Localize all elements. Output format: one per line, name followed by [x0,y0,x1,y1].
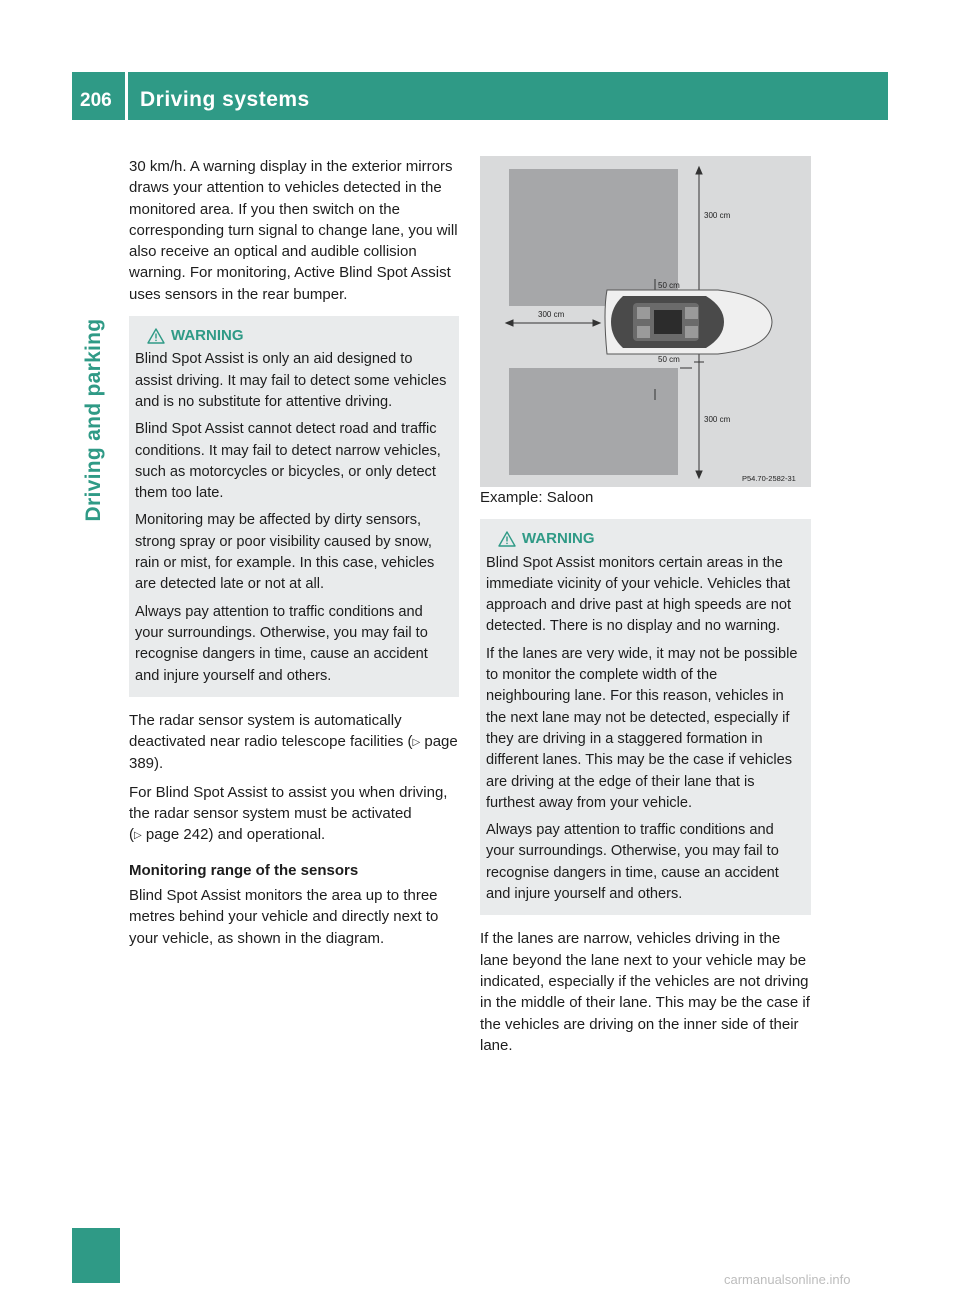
page-reference-arrow-icon: ▷ [134,830,142,842]
warning-triangle-icon [498,531,516,547]
warning-paragraph: Monitoring may be affected by dirty sensors, strong spray or poor visibility caused by snow, rain or mist, for example. In this case, vehicles are detected late or not at all. [135,512,435,593]
distance-label: 50 cm [658,355,680,364]
left-column [129,156,459,949]
closing-paragraph: If the lanes are narrow, vehicles driving in the lane beyond the lane next to your vehicle may be indicated, especially if the vehicles are not driving in the middle of their lane. This may be the case if the vehicles are driving on the inner side of their lane. [480,930,810,1054]
warning-heading [498,528,805,549]
watermark: carmanualsonline.info [724,1272,851,1287]
page-reference-link[interactable]: page 242 [145,826,209,844]
page-reference-arrow-icon: ▷ [412,737,421,749]
warning-paragraph: Always pay attention to traffic conditions and your surroundings. Otherwise, you may fail to recognise dangers in time, cause an accident and injure yourself and others. [486,822,779,903]
header-separator [125,72,128,120]
page-reference-link[interactable]: page 389 [129,733,458,773]
intro-paragraph: 30 km/h. A warning display in the exterior mirrors draws your attention to vehicles detected in the monitored area. If you then switch on the corresponding turn signal to change lane, you will also receive an optical and audible collision warning. For monitoring, Active Blind Spot Assist uses sensors in the rear bumper. [129,158,458,303]
distance-label: 300 cm [538,310,565,319]
monitoring-range-diagram [480,156,811,487]
warning-box [129,316,459,697]
subheading: Monitoring range of the sensors [129,861,359,879]
warning-paragraph: Always pay attention to traffic conditions and your surroundings. Otherwise, you may fail to recognise dangers in time, cause an accident and injure yourself and others. [135,603,428,684]
activation-paragraph: For Blind Spot Assist to assist you when driving, the radar sensor system must be activated (▷ page 242) and operational. [129,783,448,844]
figure-caption: Example: Saloon [480,489,594,506]
bottom-zone [509,368,678,475]
warning-box [480,519,811,915]
warning-paragraph: Blind Spot Assist monitors certain areas in the immediate vicinity of your vehicle. Vehicles that approach and drive past at high speeds are not detected. There is no display and no warning. [486,554,792,635]
warning-title: WARNING [171,327,244,345]
warning-paragraph: If the lanes are very wide, it may not be possible to monitor the complete width of the neighbouring lane. For this reason, vehicles in the next lane may not be detected, especially if they are driving in a staggered formation in different lanes. This may be the case if vehicles are driving at the edge of their lane that is furthest away from your vehicle. [486,645,798,811]
vehicle-top-view [605,290,772,354]
warning-heading [147,325,453,346]
side-tab-title: Driving and parking [82,318,105,522]
radar-paragraph: The radar sensor system is automatically deactivated near radio telescope facilities (▷ page 389). [129,711,458,773]
distance-label: 300 cm [704,211,731,220]
side-tab [72,120,120,1283]
figure-code: P54.70-2582-31 [742,474,796,483]
right-column [480,156,811,1056]
distance-label: 50 cm [658,281,680,290]
side-tab-marker [72,1228,120,1283]
diagram-graphic [480,156,811,487]
distance-label: 300 cm [704,415,731,424]
warning-paragraph: Blind Spot Assist cannot detect road and traffic conditions. It may fail to detect narrow vehicles, such as motorcycles or bicycles, or only detect them too late. [135,421,441,502]
warning-triangle-icon [147,328,165,344]
monitor-paragraph: Blind Spot Assist monitors the area up to three metres behind your vehicle and directly next to your vehicle, as shown in the diagram. [129,886,439,947]
warning-paragraph: Blind Spot Assist is only an aid designed to assist driving. It may fail to detect some vehicles and is no substitute for attentive driving. [135,351,447,410]
section-title: Driving systems [140,88,310,111]
warning-title: WARNING [522,530,595,548]
top-zone [509,169,678,306]
page-number: 206 [80,90,112,111]
